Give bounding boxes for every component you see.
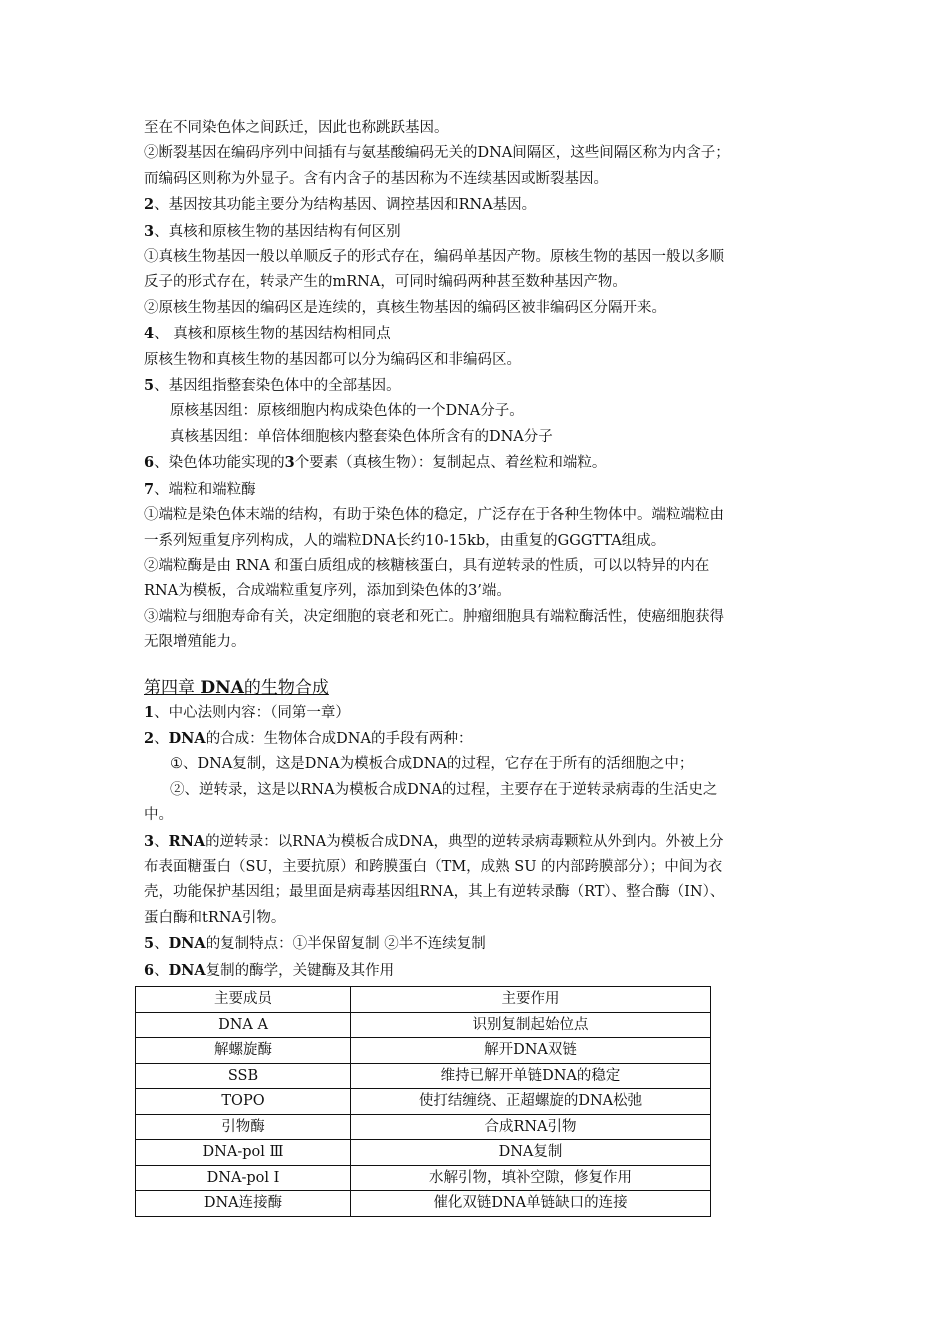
table-row <box>136 1063 711 1089</box>
line-text: ②原核生物基因的编码区是连续的，真核生物基因的编码区被非编码区分隔开来。 <box>144 299 666 316</box>
paragraph-line <box>144 880 810 905</box>
chapter-heading-post: 的生物合成 <box>243 677 329 698</box>
paragraph-line <box>144 348 810 373</box>
paragraph-line <box>144 529 810 554</box>
paragraph-line <box>144 450 810 476</box>
chapter-paragraph-list <box>144 700 810 984</box>
table-body <box>136 1012 711 1216</box>
function-cell: 催化双链DNA单链缺口的连接 <box>351 1191 711 1217</box>
paragraph-line: 5、DNA的复制特点：①半保留复制 ②半不连续复制 <box>144 935 486 953</box>
line-text: 复制的酶学，关键酶及其作用 <box>205 962 395 979</box>
document-body <box>144 116 810 984</box>
item-number: 2 <box>144 729 155 747</box>
paragraph-line <box>144 579 810 604</box>
line-text: 、基因按其功能主要分为结构基因、调控基因和RNA基因。 <box>154 197 537 214</box>
table-row <box>136 1165 711 1191</box>
paragraph-line <box>144 270 810 295</box>
function-cell: 合成RNA引物 <box>351 1114 711 1140</box>
line-text: 而编码区则称为外显子。含有内含子的基因称为不连续基因或断裂基因。 <box>144 170 608 187</box>
paragraph-line <box>144 425 810 450</box>
paragraph-line <box>144 605 810 630</box>
table-row <box>136 1038 711 1064</box>
paragraph-line <box>144 219 810 245</box>
item-number: 6 <box>144 961 155 979</box>
line-text: RNA为模板，合成端粒重复序列，添加到染色体的3’端。 <box>144 583 511 600</box>
paragraph-line <box>144 321 810 347</box>
table-header-cell: 主要成员 <box>136 987 351 1013</box>
line-text: 的逆转录：以RNA为模板合成DNA，典型的逆转录病毒颗粒从外到内。外被上分 <box>205 833 724 850</box>
line-text: ①真核生物基因一般以单顺反子的形式存在，编码单基因产物。原核生物的基因一般以多顺 <box>144 249 724 266</box>
member-cell: DNA连接酶 <box>136 1191 351 1217</box>
paragraph-line <box>144 141 810 166</box>
bold-term: DNA <box>168 961 206 979</box>
paragraph-list <box>144 116 810 656</box>
member-cell: SSB <box>136 1063 351 1089</box>
item-number: 1 <box>144 703 155 721</box>
line-text: ①端粒是染色体末端的结构，有助于染色体的稳定，广泛存在于各种生物体中。端粒端粒由 <box>144 507 724 524</box>
item-number: 7 <box>144 480 155 498</box>
paragraph-line <box>144 803 810 828</box>
line-text: 布表面糖蛋白（SU，主要抗原）和跨膜蛋白（TM，成熟 SU 的内部跨膜部分）；中间为衣 <box>144 858 723 875</box>
member-cell: DNA-pol Ⅲ <box>136 1140 351 1166</box>
line-text: 原核基因组：原核细胞内构成染色体的一个DNA分子。 <box>170 403 524 420</box>
bold-term: DNA <box>168 729 206 747</box>
paragraph-line <box>144 245 810 270</box>
line-text: 壳，功能保护基因组；最里面是病毒基因组RNA，其上有逆转录酶（RT）、整合酶（IN）、 <box>144 884 725 901</box>
bold-term: DNA <box>168 935 206 953</box>
member-cell: TOPO <box>136 1089 351 1115</box>
function-cell: 解开DNA双链 <box>351 1038 711 1064</box>
paragraph-line <box>144 373 810 399</box>
line-text: 的复制特点：①半保留复制 ②半不连续复制 <box>205 936 486 953</box>
line-text: 蛋白酶和tRNA引物。 <box>144 909 286 926</box>
bold-term: 3 <box>284 454 295 472</box>
line-text: ②端粒酶是由 RNA 和蛋白质组成的核糖核蛋白，具有逆转录的性质，可以以特异的内在 <box>144 557 710 574</box>
table-header-row <box>136 987 711 1013</box>
line-text: 、染色体功能实现的 <box>154 455 285 472</box>
paragraph-line: 3、RNA的逆转录：以RNA为模板合成DNA，典型的逆转录病毒颗粒从外到内。外被上分 <box>144 832 724 850</box>
line-text: 原核生物和真核生物的基因都可以分为编码区和非编码区。 <box>144 351 521 368</box>
table-row <box>136 1114 711 1140</box>
paragraph-line <box>144 855 810 880</box>
line-text: ③端粒与细胞寿命有关，决定细胞的衰老和死亡。肿瘤细胞具有端粒酶活性，使癌细胞获得 <box>144 608 724 625</box>
item-number: 4 <box>144 325 155 343</box>
line-text: 一系列短重复序列构成，人的端粒DNA长约10-15kb，由重复的GGGTTA组成。 <box>144 532 666 549</box>
line-text: 至在不同染色体之间跃迁，因此也称跳跃基因。 <box>144 120 449 136</box>
item-number: 5 <box>144 935 155 953</box>
line-text: 个要素（真核生物）：复制起点、着丝粒和端粒。 <box>294 455 607 472</box>
paragraph-line <box>144 399 810 424</box>
table-row <box>136 1140 711 1166</box>
paragraph-line <box>144 752 810 777</box>
chapter-heading <box>144 676 810 700</box>
item-number: 3 <box>144 832 155 850</box>
paragraph-line <box>144 503 810 528</box>
line-text: ②断裂基因在编码序列中间插有与氨基酸编码无关的DNA间隔区，这些间隔区称为内含子； <box>144 145 730 162</box>
function-cell: DNA复制 <box>351 1140 711 1166</box>
line-text: 反子的形式存在，转录产生的mRNA，可同时编码两种甚至数种基因产物。 <box>144 274 627 291</box>
function-cell: 使打结缠绕、正超螺旋的DNA松弛 <box>351 1089 711 1115</box>
line-text: 中。 <box>144 807 173 824</box>
line-text: 、 真核和原核生物的基因结构相同点 <box>154 326 391 343</box>
chapter-heading-pre: 第四章 <box>144 677 201 698</box>
table-header-cell: 主要作用 <box>351 987 711 1013</box>
paragraph-line <box>144 778 810 803</box>
paragraph-line <box>144 296 810 321</box>
paragraph-line <box>144 700 810 726</box>
paragraph-line <box>144 906 810 931</box>
line-text: ①、DNA复制，这是DNA为模板合成DNA的过程，它存在于所有的活细胞之中； <box>170 756 694 773</box>
paragraph-line <box>144 554 810 579</box>
chapter-heading-bold: DNA <box>200 677 244 698</box>
function-cell: 维持已解开单链DNA的稳定 <box>351 1063 711 1089</box>
bold-term: RNA <box>168 832 206 850</box>
line-text: 无限增殖能力。 <box>144 634 246 651</box>
member-cell: 解螺旋酶 <box>136 1038 351 1064</box>
member-cell: 引物酶 <box>136 1114 351 1140</box>
line-text: 、端粒和端粒酶 <box>154 481 256 498</box>
paragraph-line: 6、DNA复制的酶学，关键酶及其作用 <box>144 961 395 979</box>
paragraph-line <box>144 116 810 141</box>
paragraph-line <box>144 477 810 503</box>
line-text: 、真核和原核生物的基因结构有何区别 <box>154 223 401 240</box>
enzyme-table <box>135 986 711 1217</box>
function-cell: 水解引物，填补空隙，修复作用 <box>351 1165 711 1191</box>
item-number: 2 <box>144 196 155 214</box>
table-row <box>136 1191 711 1217</box>
member-cell: DNA A <box>136 1012 351 1038</box>
line-text: 、中心法则内容：（同第一章） <box>154 704 350 721</box>
line-text: 真核基因组：单倍体细胞核内整套染色体所含有的DNA分子 <box>170 428 553 445</box>
line-text: 的合成：生物体合成DNA的手段有两种： <box>205 730 473 747</box>
table-row <box>136 1089 711 1115</box>
line-text: 、基因组指整套染色体中的全部基因。 <box>154 378 401 395</box>
member-cell: DNA-pol Ⅰ <box>136 1165 351 1191</box>
function-cell: 识别复制起始位点 <box>351 1012 711 1038</box>
paragraph-line <box>144 630 810 655</box>
item-number: 6 <box>144 454 155 472</box>
line-text: ②、逆转录，这是以RNA为模板合成DNA的过程，主要存在于逆转录病毒的生活史之 <box>170 781 718 798</box>
table-row <box>136 1012 711 1038</box>
paragraph-line: 2、DNA的合成：生物体合成DNA的手段有两种： <box>144 729 473 747</box>
item-number: 3 <box>144 222 155 240</box>
item-number: 5 <box>144 377 155 395</box>
paragraph-line <box>144 192 810 218</box>
paragraph-line <box>144 167 810 192</box>
